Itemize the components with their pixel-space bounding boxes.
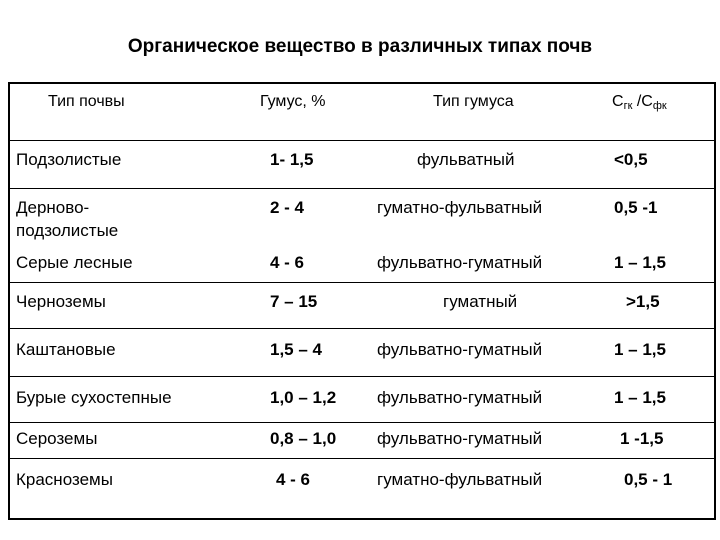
header-soil-type: Тип почвы (48, 93, 125, 110)
soil-name: Красноземы (16, 470, 113, 489)
humus-type: фульватно-гуматный (377, 340, 543, 359)
humus-value: 4 - 6 (276, 470, 311, 489)
ratio-value: 0,5 - 1 (624, 470, 673, 489)
soil-name: Черноземы (16, 292, 106, 311)
humus-type: фульватно-гуматный (377, 388, 543, 407)
soil-humus-table (8, 82, 716, 520)
row-divider (10, 188, 714, 189)
humus-type: фульватный (417, 150, 515, 169)
soil-name: Сероземы (16, 429, 98, 448)
row-divider (10, 328, 714, 329)
ratio-value: 1 – 1,5 (614, 388, 666, 407)
humus-value: 7 – 15 (270, 292, 318, 311)
soil-name: Дерново- (16, 198, 90, 217)
row-divider (10, 422, 714, 423)
soil-name: Серые лесные (16, 253, 133, 272)
ratio-value: 1 – 1,5 (614, 253, 666, 272)
soil-name-line2: подзолистые (16, 221, 119, 240)
ratio-value: <0,5 (614, 150, 648, 169)
row-divider (10, 140, 714, 141)
ratio-sub-fk: фк (652, 100, 667, 112)
ratio-sub-gk: гк (623, 100, 633, 112)
row-divider (10, 458, 714, 459)
humus-value: 1- 1,5 (270, 150, 314, 169)
ratio-sep: /C (632, 93, 653, 110)
ratio-value: 1 -1,5 (620, 429, 664, 448)
soil-name: Каштановые (16, 340, 116, 359)
humus-type: фульватно-гуматный (377, 253, 543, 272)
ratio-value: >1,5 (626, 292, 660, 311)
ratio-value: 1 – 1,5 (614, 340, 666, 359)
soil-name: Бурые сухостепные (16, 388, 172, 407)
humus-type: гуматный (443, 292, 518, 311)
humus-value: 4 - 6 (270, 253, 305, 272)
header-humus-type: Тип гумуса (433, 93, 514, 110)
humus-type: фульватно-гуматный (377, 429, 543, 448)
humus-value: 0,8 – 1,0 (270, 429, 337, 448)
ratio-value: 0,5 -1 (614, 198, 658, 217)
page-title: Органическое вещество в различных типах почв (127, 36, 593, 57)
soil-name: Подзолистые (16, 150, 122, 169)
humus-type: гуматно-фульватный (377, 470, 543, 489)
row-divider (10, 282, 714, 283)
humus-value: 2 - 4 (270, 198, 305, 217)
humus-value: 1,5 – 4 (270, 340, 322, 359)
header-humus: Гумус, % (260, 93, 326, 110)
humus-value: 1,0 – 1,2 (270, 388, 337, 407)
row-divider (10, 376, 714, 377)
header-ratio (612, 92, 667, 116)
humus-type: гуматно-фульватный (377, 198, 543, 217)
ratio-c1: C (612, 93, 624, 110)
